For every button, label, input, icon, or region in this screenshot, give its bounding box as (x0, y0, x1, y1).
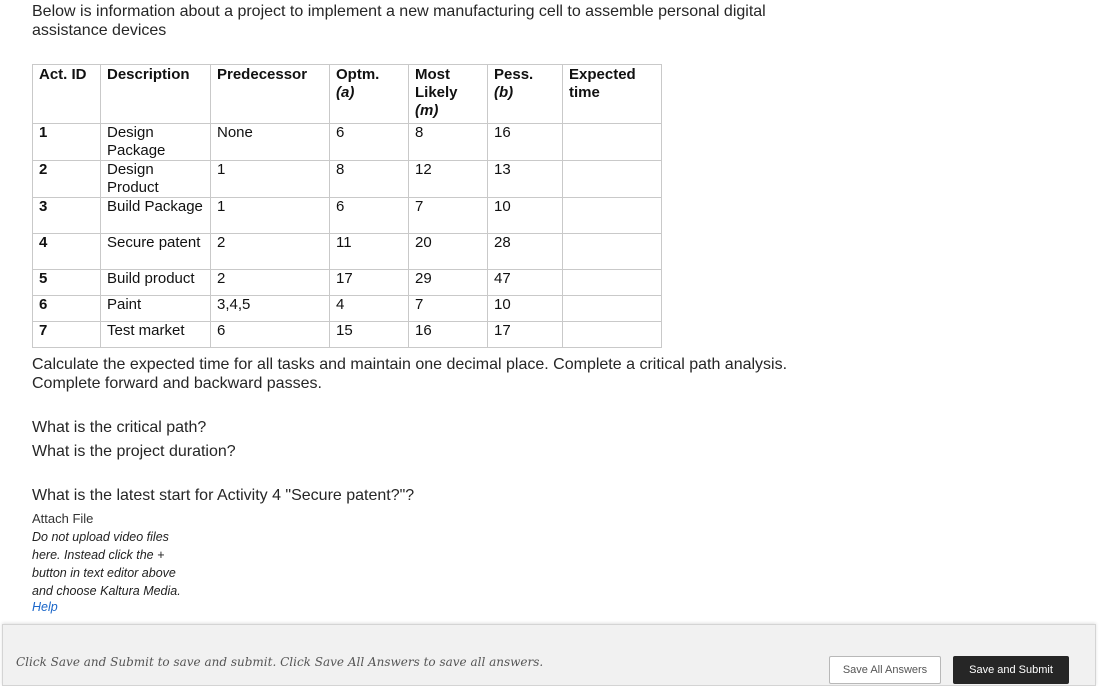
cell-most-likely: 7 (409, 296, 488, 322)
table-row (33, 322, 662, 348)
cell-predecessor: 1 (211, 161, 330, 198)
instructions-text: Calculate the expected time for all tasks and maintain one decimal place. Complete a critical path analysis. Complete forward and backward passes. (32, 356, 788, 392)
header-optimistic-label: Optm. (336, 66, 380, 83)
header-optimistic-sub: (a) (336, 84, 355, 101)
cell-pessimistic: 13 (488, 161, 563, 198)
question-critical-path: What is the critical path? (32, 419, 207, 436)
cell-act-id: 2 (33, 161, 101, 198)
cell-optimistic: 11 (330, 234, 409, 270)
cell-expected-time (563, 270, 662, 296)
table-row (33, 161, 662, 198)
table-row (33, 234, 662, 270)
question-project-duration: What is the project duration? (32, 443, 236, 460)
cell-pessimistic: 47 (488, 270, 563, 296)
cell-most-likely: 20 (409, 234, 488, 270)
cell-description: Design Product (101, 161, 211, 198)
cell-expected-time (563, 124, 662, 161)
cell-description: Build product (101, 270, 211, 296)
cell-predecessor: 3,4,5 (211, 296, 330, 322)
question-content (32, 0, 1092, 614)
cell-act-id: 3 (33, 198, 101, 234)
cell-description: Secure patent (101, 234, 211, 270)
table-header-row (33, 65, 662, 124)
header-expected-time: Expected time (563, 65, 662, 124)
table-row (33, 270, 662, 296)
cell-expected-time (563, 161, 662, 198)
cell-predecessor: 6 (211, 322, 330, 348)
cell-expected-time (563, 296, 662, 322)
cell-pessimistic: 10 (488, 198, 563, 234)
header-predecessor: Predecessor (211, 65, 330, 124)
save-and-submit-button[interactable]: Save and Submit (953, 656, 1069, 684)
activity-table (32, 64, 662, 348)
attach-file-label: Attach File (32, 511, 94, 526)
header-optimistic (330, 65, 409, 124)
cell-pessimistic: 28 (488, 234, 563, 270)
cell-most-likely: 29 (409, 270, 488, 296)
table-row (33, 124, 662, 161)
question-latest-start: What is the latest start for Activity 4 "Secure patent?"? (32, 487, 415, 504)
table-row (33, 198, 662, 234)
help-link[interactable]: Help (32, 600, 58, 614)
cell-act-id: 7 (33, 322, 101, 348)
cell-description: Design Package (101, 124, 211, 161)
intro-text: Below is information about a project to implement a new manufacturing cell to assemble personal digital assistance devices (32, 3, 766, 39)
header-pessimistic (488, 65, 563, 124)
cell-act-id: 5 (33, 270, 101, 296)
cell-most-likely: 7 (409, 198, 488, 234)
header-most-likely (409, 65, 488, 124)
cell-most-likely: 16 (409, 322, 488, 348)
header-pessimistic-label: Pess. (494, 66, 534, 83)
save-all-answers-button[interactable]: Save All Answers (829, 656, 941, 684)
cell-predecessor: 2 (211, 234, 330, 270)
header-most-likely-label: Most Likely (415, 66, 458, 101)
header-most-likely-sub: (m) (415, 102, 439, 119)
cell-predecessor: 2 (211, 270, 330, 296)
cell-predecessor: None (211, 124, 330, 161)
cell-act-id: 1 (33, 124, 101, 161)
cell-predecessor: 1 (211, 198, 330, 234)
cell-description: Test market (101, 322, 211, 348)
header-pessimistic-sub: (b) (494, 84, 514, 101)
cell-optimistic: 6 (330, 124, 409, 161)
footer-instructions: Click Save and Submit to save and submit. Click Save All Answers to save all answers. (16, 655, 544, 669)
cell-description: Paint (101, 296, 211, 322)
cell-act-id: 6 (33, 296, 101, 322)
cell-pessimistic: 10 (488, 296, 563, 322)
cell-optimistic: 17 (330, 270, 409, 296)
header-act-id: Act. ID (33, 65, 101, 124)
cell-most-likely: 8 (409, 124, 488, 161)
cell-optimistic: 4 (330, 296, 409, 322)
cell-expected-time (563, 234, 662, 270)
cell-optimistic: 8 (330, 161, 409, 198)
cell-optimistic: 6 (330, 198, 409, 234)
table-row (33, 296, 662, 322)
header-description: Description (101, 65, 211, 124)
cell-expected-time (563, 198, 662, 234)
cell-act-id: 4 (33, 234, 101, 270)
cell-expected-time (563, 322, 662, 348)
cell-optimistic: 15 (330, 322, 409, 348)
cell-pessimistic: 16 (488, 124, 563, 161)
cell-description: Build Package (101, 198, 211, 234)
attach-file-note: Do not upload video files here. Instead click the + button in text editor above and choose Kaltura Media. (32, 530, 181, 598)
submit-footer-bar (2, 624, 1096, 686)
cell-pessimistic: 17 (488, 322, 563, 348)
cell-most-likely: 12 (409, 161, 488, 198)
